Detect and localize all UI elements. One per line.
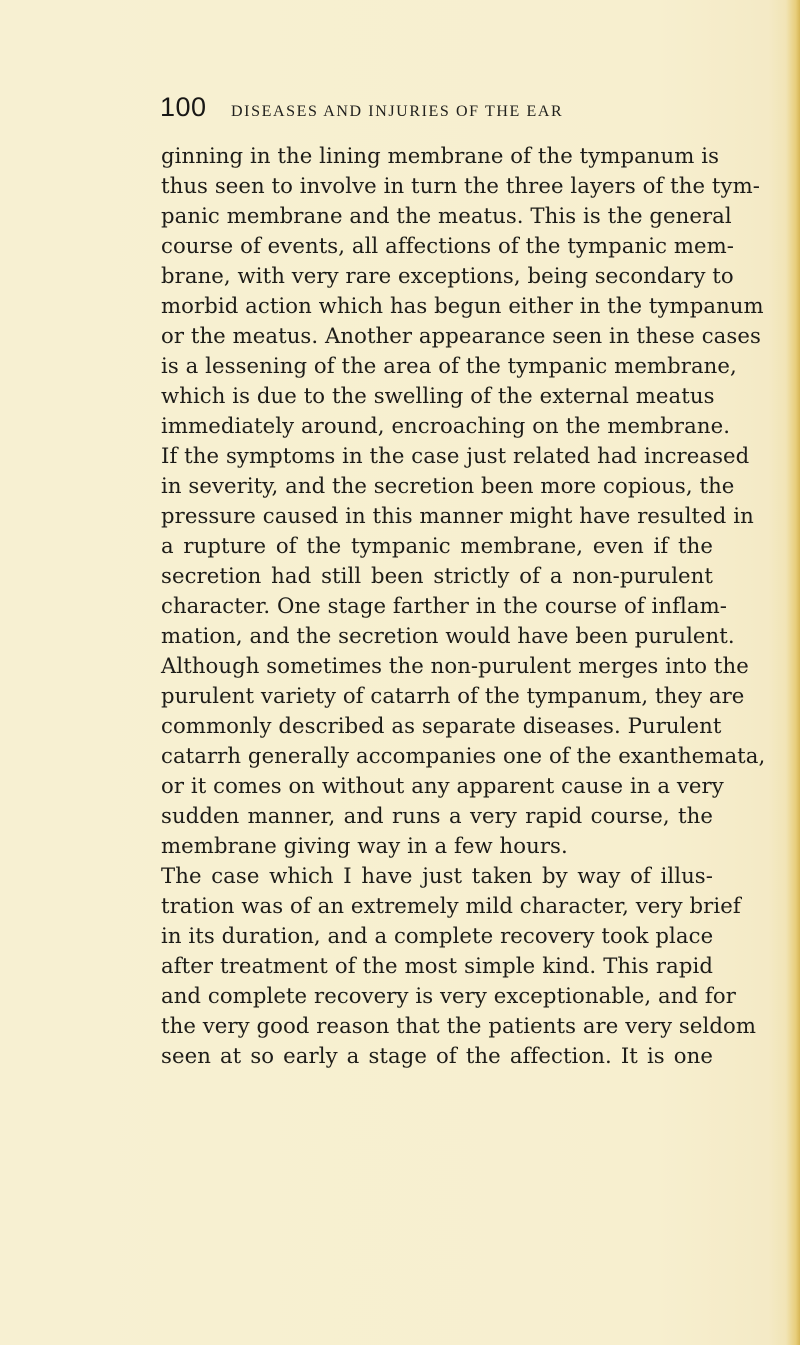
text-line-24: membrane giving way in a few hours. [161, 833, 568, 858]
text-line-3: panic membrane and the meatus. This is the general [161, 203, 732, 228]
page-edge-shadow [786, 0, 800, 1345]
text-line-4: course of events, all affections of the tympanic mem- [161, 233, 735, 258]
text-line-7: or the meatus. Another appearance seen in these cases [161, 323, 761, 348]
page-number: 100 [160, 92, 207, 122]
running-title: DISEASES AND INJURIES OF THE EAR [231, 103, 564, 120]
text-line-5: brane, with very rare exceptions, being secondary to [161, 263, 734, 288]
text-line-11: If the symptoms in the case just related had increased [161, 443, 750, 468]
page-header [160, 92, 720, 126]
text-line-8: is a lessening of the area of the tympanic membrane, [161, 353, 737, 378]
text-line-9: which is due to the swelling of the external meatus [161, 383, 715, 408]
text-line-25: The case which I have just taken by way of illus- [161, 863, 713, 888]
text-line-27: in its duration, and a complete recovery took place [161, 923, 714, 948]
body-text [161, 141, 766, 1071]
text-line-17: mation, and the secretion would have been purulent. [161, 623, 735, 648]
text-line-21: catarrh generally accompanies one of the exanthemata, [161, 743, 766, 768]
text-line-23: sudden manner, and runs a very rapid course, the [161, 803, 713, 828]
text-line-10: immediately around, encroaching on the membrane. [161, 413, 731, 438]
text-line-30: the very good reason that the patients are very seldom [161, 1013, 757, 1038]
text-line-16: character. One stage farther in the course of inflam- [161, 593, 728, 618]
text-line-12: in severity, and the secretion been more copious, the [161, 473, 735, 498]
text-line-14: a rupture of the tympanic membrane, even if the [161, 533, 713, 558]
text-line-18: Although sometimes the non-purulent merges into the [161, 653, 749, 678]
text-line-15: secretion had still been strictly of a non-purulent [161, 563, 713, 588]
text-line-29: and complete recovery is very exceptionable, and for [161, 983, 736, 1008]
text-line-22: or it comes on without any apparent cause in a very [161, 773, 724, 798]
text-line-19: purulent variety of catarrh of the tympanum, they are [161, 683, 745, 708]
text-line-26: tration was of an extremely mild character, very brief [161, 893, 741, 918]
text-line-2: thus seen to involve in turn the three layers of the tym- [161, 173, 760, 198]
text-line-13: pressure caused in this manner might have resulted in [161, 503, 754, 528]
text-line-31: seen at so early a stage of the affection. It is one [161, 1043, 713, 1068]
text-line-1: ginning in the lining membrane of the tympanum is [161, 143, 720, 168]
text-line-28: after treatment of the most simple kind. This rapid [161, 953, 713, 978]
text-line-20: commonly described as separate diseases. Purulent [161, 713, 722, 738]
text-line-6: morbid action which has begun either in the tympanum [161, 293, 764, 318]
